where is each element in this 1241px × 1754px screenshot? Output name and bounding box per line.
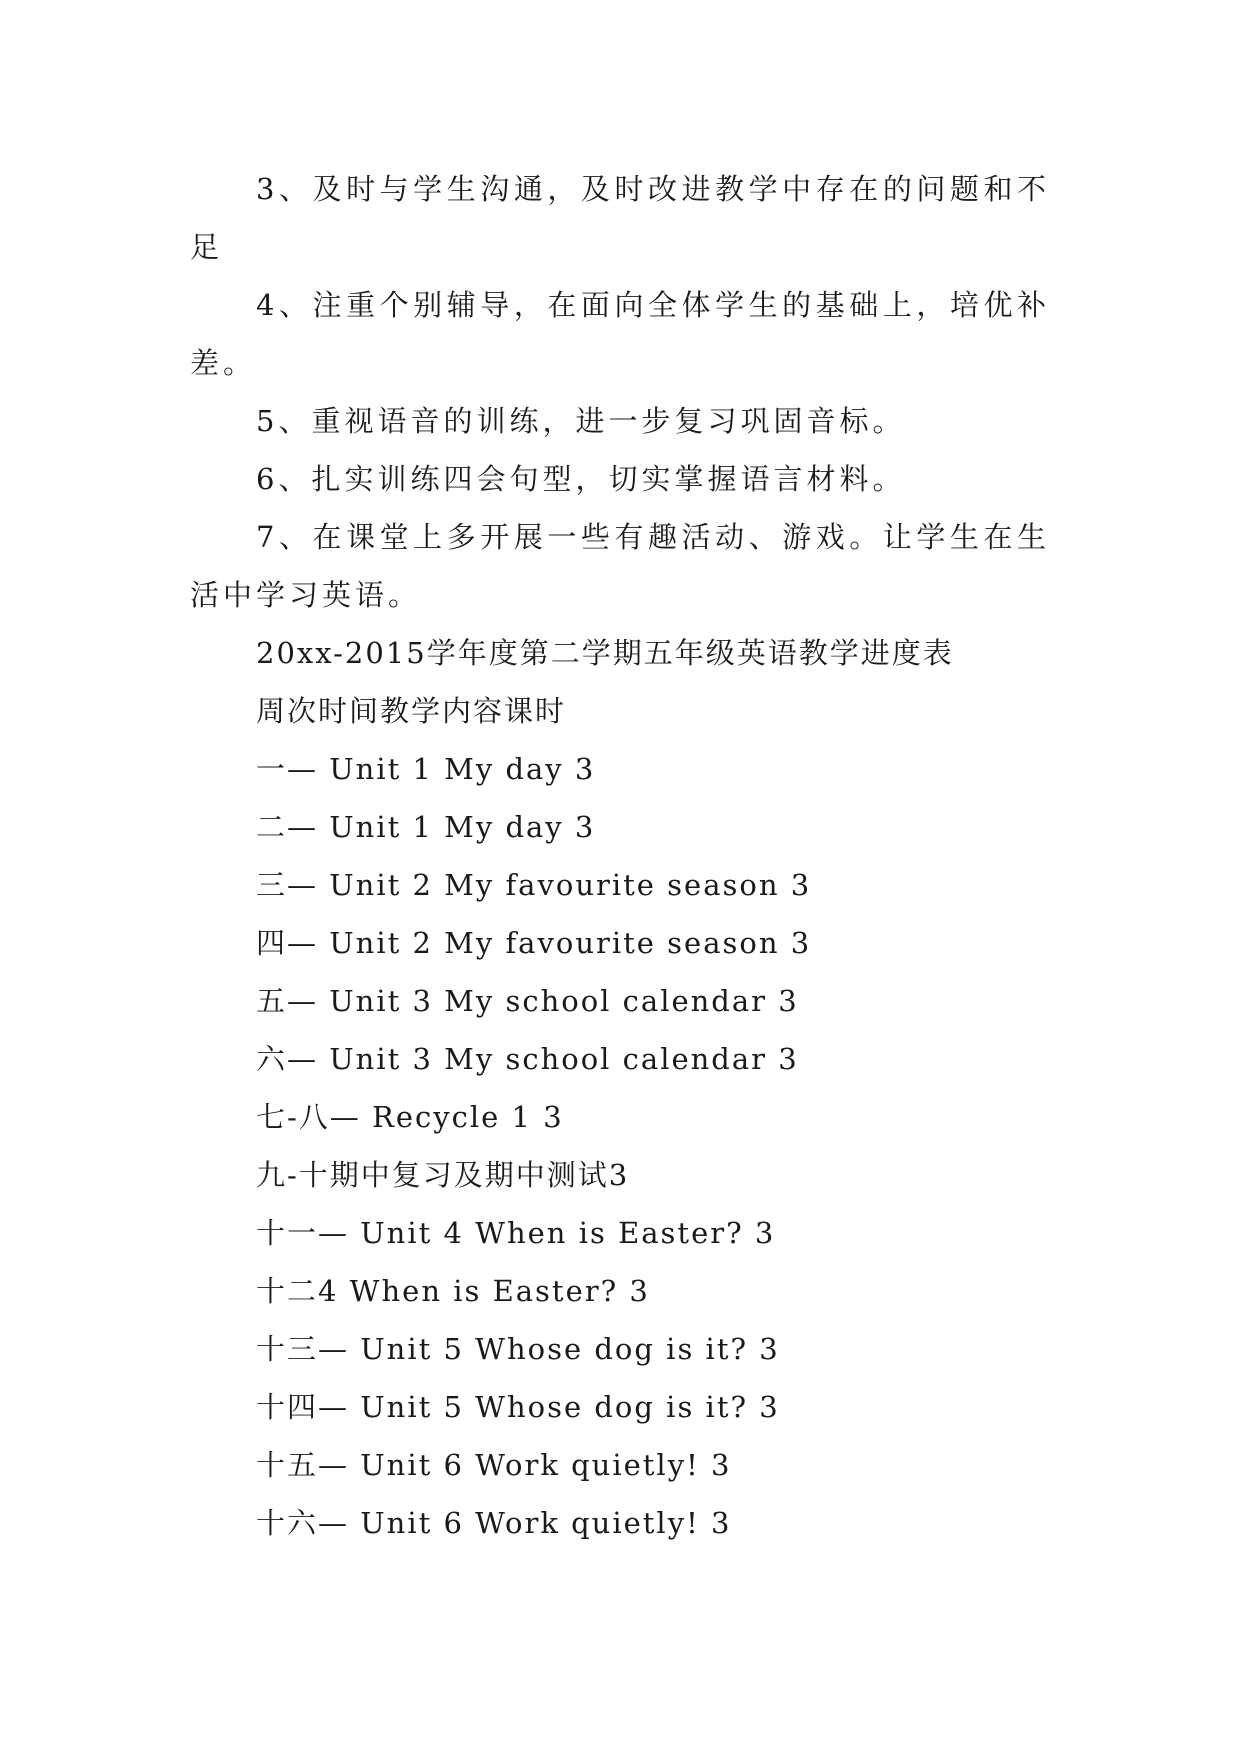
schedule-row: 十四— Unit 5 Whose dog is it? 3 <box>256 1390 780 1424</box>
paragraph-item-4: 4、注重个别辅导，在面向全体学生的基础上，培优补差。 <box>190 288 1050 380</box>
paragraph-item-3: 3、及时与学生沟通，及时改进教学中存在的问题和不足 <box>190 172 1050 264</box>
paragraph-item-6: 6、扎实训练四会句型，切实掌握语言材料。 <box>256 462 906 496</box>
schedule-row: 五— Unit 3 My school calendar 3 <box>256 984 799 1018</box>
schedule-row: 十六— Unit 6 Work quietly! 3 <box>256 1506 732 1540</box>
schedule-row: 十三— Unit 5 Whose dog is it? 3 <box>256 1332 780 1366</box>
schedule-row: 六— Unit 3 My school calendar 3 <box>256 1042 799 1076</box>
schedule-row: 十一— Unit 4 When is Easter? 3 <box>256 1216 776 1250</box>
paragraph-item-7: 7、在课堂上多开展一些有趣活动、游戏。让学生在生活中学习英语。 <box>190 520 1050 612</box>
schedule-title: 20xx-2015学年度第二学期五年级英语教学进度表 <box>256 636 954 670</box>
schedule-row: 一— Unit 1 My day 3 <box>256 752 596 786</box>
schedule-header: 周次时间教学内容课时 <box>256 694 567 728</box>
schedule-row: 三— Unit 2 My favourite season 3 <box>256 868 812 902</box>
schedule-row: 七-八— Recycle 1 3 <box>256 1100 564 1134</box>
schedule-row: 十五— Unit 6 Work quietly! 3 <box>256 1448 732 1482</box>
schedule-row: 十二4 When is Easter? 3 <box>256 1274 650 1308</box>
schedule-row: 二— Unit 1 My day 3 <box>256 810 596 844</box>
document-body <box>190 160 1050 1552</box>
schedule-row: 四— Unit 2 My favourite season 3 <box>256 926 812 960</box>
paragraph-item-5: 5、重视语音的训练，进一步复习巩固音标。 <box>256 404 906 438</box>
schedule-row: 九-十期中复习及期中测试3 <box>256 1158 630 1192</box>
